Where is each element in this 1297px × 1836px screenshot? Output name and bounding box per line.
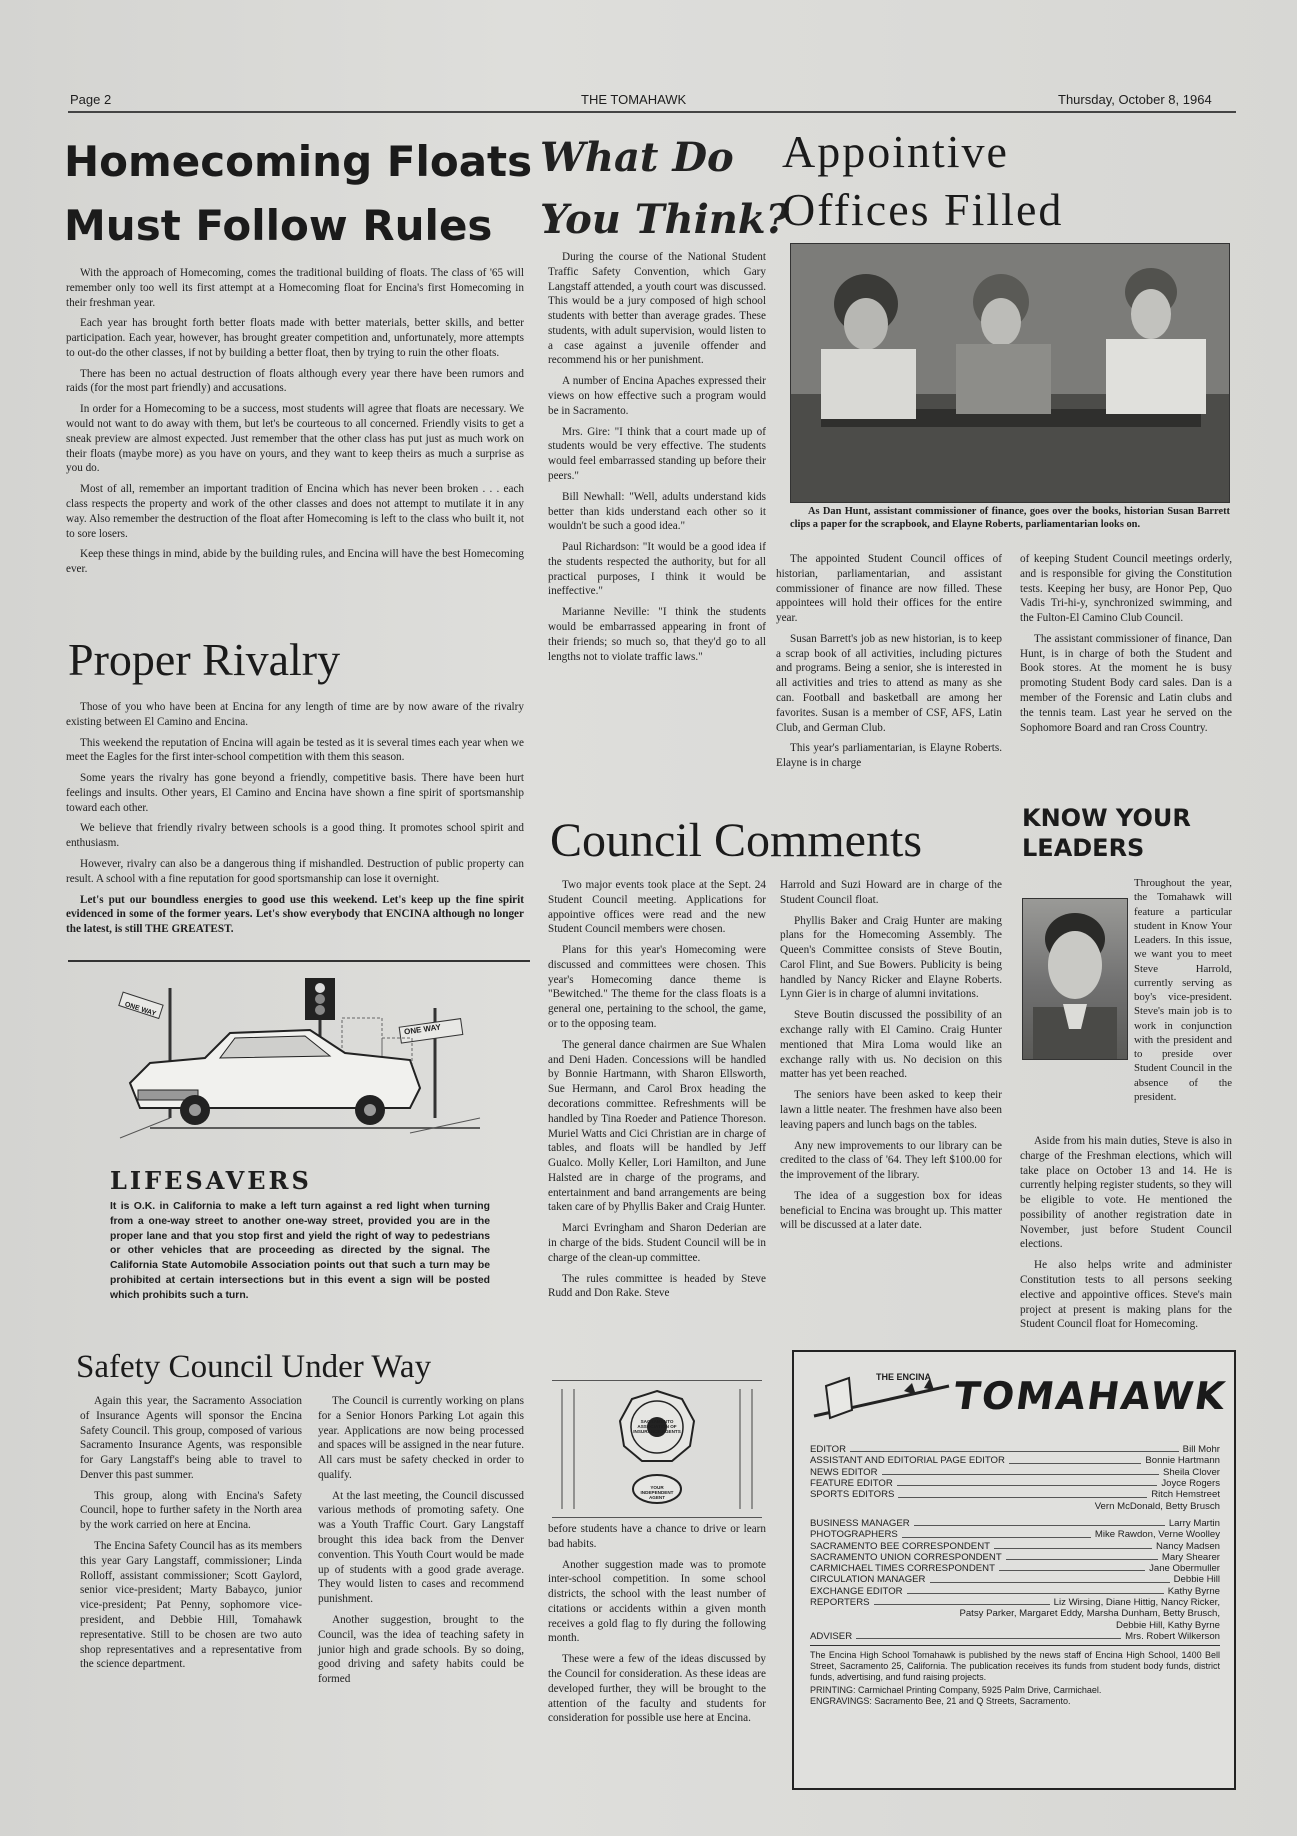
- safety-column-2: [318, 1394, 524, 1693]
- rivalry-paragraph: We believe that friendly rivalry between schools is a good thing. It promotes school spirit and enthusiasm.: [66, 822, 524, 850]
- staff-row: [810, 1541, 1220, 1552]
- one-way-sign-left: ONE WAY: [123, 1001, 157, 1018]
- floats-paragraph: In order for a Homecoming to be a success, most students will agree that floats are necessary. We would not want to do away with them, but let's be courteous to all concerned. Friendly visits to get a sneak preview are almost expected. Just remember that the other class has put just as much work on their floats (maybe more) as you have on yours, and they want to keep theirs as much a surprise as you do.: [66, 403, 524, 475]
- portrait-drawing: [1023, 899, 1127, 1059]
- leaders-intro: Throughout the year, the Tomahawk will feature a particular student in Know Your Leaders. In this issue, we want you to meet Steve Harrold, currently serving as boy's vice-president. Steve's main job is to work in conjunction with the president and to preside over Student Council in the absence of the president.: [1134, 877, 1232, 1103]
- floats-paragraph: With the approach of Homecoming, comes the traditional building of floats. The class of '65 will remember only too well its first attempt at a Homecoming float for Encina's first Homecoming in their freshman year.: [66, 267, 524, 309]
- staff-name: Debbie Hill: [1173, 1574, 1220, 1586]
- appointive-paragraph: The assistant commissioner of finance, Dan Hunt, is in charge of both the Student and Book stores. At the moment he is busy promoting Student Body card sales. Dan is a member of the Forensic and Latin clubs and the tennis team. Last year he served on the Sophomore Board and ran Cross Country.: [1020, 632, 1232, 734]
- council-paragraph: Plans for this year's Homecoming were discussed and committees were chosen. This year's Homecoming dance theme is "Bewitched." The theme for the class floats is a general one, pertaining to the school, the game, or to the opposing team.: [548, 944, 766, 1031]
- safety-paragraph: At the last meeting, the Council discussed various methods of promoting safety. One was a Youth Traffic Court. Gary Langstaff brought this idea back from the Denver convention. This Youth Court would be made up of students with a good grade average. They would listen to cases and recommend punishment.: [318, 1489, 524, 1606]
- staff-name: Sheila Clover: [1162, 1466, 1220, 1478]
- engraving-credit: ENGRAVINGS: Sacramento Bee, 21 and Q Streets, Sacramento.: [810, 1695, 1071, 1706]
- staff-role: BUSINESS MANAGER: [810, 1517, 910, 1529]
- floats-paragraph: Most of all, remember an important tradition of Encina which has never been broken . . . each class respects the property and work of the other classes and does not attempt to mutilate it in any way. Also remember the destruction of the float after Homecoming is left to the class who built it, not to sore losers.: [66, 483, 524, 540]
- appointive-paragraph: The appointed Student Council offices of historian, parliamentarian, and assistant commissioner of finance are now filled. These appointees will hold their offices for the entire year.: [776, 553, 1002, 625]
- council-paragraph: Phyllis Baker and Craig Hunter are making plans for the Homecoming Assembly. The Queen's Committee consists of Steve Boutin, Carol Flint, and Sue Bowers. Publicity is being handled by Nancy Ricker and Elayne Roberts. Lynn Gier is in charge of alumni invitations.: [780, 914, 1002, 1001]
- rivalry-article: [66, 700, 524, 943]
- wdyt-paragraph: A number of Encina Apaches expressed their views on how effective such a program would be in Sacramento.: [548, 375, 766, 417]
- wdyt-headline-line-1: What Do: [540, 134, 734, 181]
- leader-dots: [897, 1478, 1158, 1486]
- staff-role: ADVISER: [810, 1631, 853, 1642]
- staff-name: Bonnie Hartmann: [1145, 1455, 1220, 1467]
- staff-name: Mary Shearer: [1161, 1551, 1220, 1563]
- page-number: Page 2: [70, 92, 112, 107]
- leaders-headline-line-2: LEADERS: [1022, 834, 1145, 862]
- council-paragraph: Harrold and Suzi Howard are in charge of the Student Council float.: [780, 879, 1002, 906]
- staff-role: EDITOR: [810, 1444, 847, 1455]
- leaders-paragraph: Aside from his main duties, Steve is also in charge of the Freshman elections, which will take place on October 13 and 14. He is currently helping register students, so they will be eligible to vote. He mentioned the possibility of another registration date in November, just before Student Council elections.: [1020, 1135, 1232, 1251]
- council-paragraph: Two major events took place at the Sept. 24 Student Council meeting. Applications for appointive offices were read and the new Student Council members were chosen.: [548, 879, 766, 936]
- council-paragraph: Steve Boutin discussed the possibility of an exchange rally with El Camino. Craig Hunter mentioned that Mira Loma would like an exchange rally with us. No decision on this matter has yet been reached.: [780, 1009, 1002, 1081]
- staff-row: [810, 1574, 1220, 1585]
- staff-name: Mrs. Robert Wilkerson: [1125, 1631, 1220, 1642]
- lifesavers-title: LIFESAVERS: [110, 1166, 312, 1195]
- staff-name: Larry Martin: [1168, 1517, 1220, 1529]
- wdyt-article: [548, 250, 766, 670]
- staff-row: [810, 1552, 1220, 1563]
- appointive-paragraph: This year's parliamentarian, is Elayne Roberts. Elayne is in charge: [776, 742, 1002, 770]
- staff-name: Kathy Byrne: [1167, 1585, 1220, 1597]
- header-rule: [68, 111, 1236, 113]
- leader-dots: [907, 1586, 1164, 1594]
- appointive-column-1: [776, 552, 1002, 777]
- rivalry-paragraph: Let's put our boundless energies to good use this weekend. Let's keep up the fine spirit evidenced in some of the former years. Let's show everybody that ENCINA although no longer the latest, is still THE GREATEST.: [66, 893, 524, 936]
- logo-ring-text: SACRAMENTO ASSOCIATION OF INSURANCE AGENTS: [633, 1419, 681, 1435]
- leader-dots: [1006, 1552, 1158, 1560]
- leader-dots: [850, 1444, 1179, 1452]
- insurance-agents-logo: [552, 1380, 762, 1518]
- car-drawing: [110, 968, 490, 1143]
- appointive-headline-line-1: Appointive: [782, 126, 1009, 177]
- staff-role: ASSISTANT AND EDITORIAL PAGE EDITOR: [810, 1455, 1005, 1467]
- rivalry-paragraph: Those of you who have been at Encina for any length of time are by now aware of the rivalry existing between El Camino and Encina.: [66, 701, 524, 728]
- floats-paragraph: Keep these things in mind, abide by the building rules, and Encina will have the best Homecoming ever.: [66, 548, 524, 576]
- leaders-paragraph: He also helps write and administer Constitution tests to all persons seeking elective and appointive offices. Steve's main project at present is making plans for the Student Council float for Homecoming.: [1020, 1259, 1232, 1331]
- safety-paragraph: The Council is currently working on plans for a Senior Honors Parking Lot again this year. Applications are now being processed and spaces will be assigned in the near future. All cars must be safety checked in order to qualify.: [318, 1395, 524, 1481]
- staff-name: Nancy Madsen: [1156, 1540, 1220, 1552]
- masthead-the-encina: THE ENCINA: [876, 1372, 932, 1382]
- floats-headline-line-2: Must Follow Rules: [64, 201, 493, 250]
- safety-headline: Safety Council Under Way: [76, 1349, 432, 1385]
- staff-role: SPORTS EDITORS: [810, 1489, 895, 1501]
- wdyt-headline-line-2: You Think?: [540, 196, 790, 243]
- leader-dots: [898, 1489, 1147, 1497]
- floats-paragraph: Each year has brought forth better floats made with better materials, better skills, and better participation. Each year, however, has brought greater competition and, unfortunately, more attempts to out-do the other classes, if not by building a better float, then by trying to ruin the other floats.: [66, 317, 524, 359]
- floats-headline-line-1: Homecoming Floats: [64, 137, 533, 186]
- masthead-divider: [810, 1645, 1220, 1646]
- council-paragraph: The rules committee is headed by Steve Rudd and Don Rake. Steve: [548, 1272, 766, 1300]
- photo-caption: As Dan Hunt, assistant commissioner of finance, goes over the books, historian Susan Barrett clips a paper for the scrapbook, and Elayne Roberts, parliamentarian looks on.: [790, 506, 1230, 530]
- staff-role: CARMICHAEL TIMES CORRESPONDENT: [810, 1563, 995, 1575]
- council-column-2: [780, 878, 1002, 1239]
- staff-row: [810, 1586, 1220, 1597]
- council-paragraph: Another suggestion made was to promote inter-school competition. In some school districts, the school with the least number of citations or accidents within a given month receives a gold flag to fly during the following month.: [548, 1558, 766, 1645]
- council-paragraph: The seniors have been asked to keep their lawn a little neater. The freshmen have also been leaving papers and lunch bags on the tables.: [780, 1089, 1002, 1131]
- leader-dots: [856, 1631, 1121, 1639]
- reporters-continued: Patsy Parker, Margaret Eddy, Marsha Dunham, Betty Brusch, Debbie Hill, Kathy Byrne: [959, 1608, 1220, 1631]
- safety-paragraph: This group, along with Encina's Safety Council, hope to further safety in the North area by the work carried on here at Encina.: [80, 1489, 302, 1532]
- council-paragraph: The general dance chairmen are Sue Whalen and Deni Haden. Concessions will be handled by Bonnie Hartmann, with Sharon Ellsworth, Sue Hermann, and Carol Brox heading the decorations committee. Refreshments will be handled by Tina Roeder and Patience Thoreson. Muriel Watts and Cici Christian are in charge of tables, and floats will be handled by Jeff Gualco. Molly Keller, Lori Hamilton, and June Halsted are in charge of the programs, and entertainment and band arrangements are being taken care of by Phyllis Baker and Craig Hunter.: [548, 1038, 766, 1214]
- leader-dots: [882, 1467, 1159, 1475]
- staff-list: [810, 1444, 1220, 1706]
- council-column-1: [548, 878, 766, 1307]
- staff-role: PHOTOGRAPHERS: [810, 1529, 898, 1541]
- staff-row: [810, 1455, 1220, 1466]
- council-paragraph: The idea of a suggestion box for ideas beneficial to Encina was brought up. This matter will be discussed at a later date.: [780, 1189, 1002, 1232]
- staff-row-continued: Vern McDonald, Betty Brusch: [1094, 1500, 1220, 1512]
- wdyt-paragraph: During the course of the National Student Traffic Safety Convention, which Gary Langstaff attended, a youth court was discussed. This would be a jury composed of high school students with better than average grades. These students, with adult supervision, would listen to a case against a juvenile offender and recommend his or her punishment.: [548, 251, 766, 367]
- council-paragraph: Any new improvements to our library can be credited to the class of '64. They left $100.00 for the improvement of the library.: [780, 1139, 1002, 1182]
- leaders-headline-line-1: KNOW YOUR: [1022, 804, 1191, 832]
- car-illustration: [110, 968, 490, 1143]
- wdyt-paragraph: Marianne Neville: "I think the students would be embarrassed appearing in front of their friends; so much so, that they'd go to all lengths not to violate traffic laws.": [548, 606, 766, 663]
- logo-agent-text: YOUR INDEPENDENT AGENT: [640, 1485, 674, 1501]
- masthead-title: TOMAHAWK: [950, 1374, 1230, 1418]
- staff-row: [810, 1478, 1220, 1489]
- appointive-column-2: [1020, 552, 1232, 741]
- tomahawk-masthead: [792, 1350, 1236, 1790]
- staff-role: REPORTERS: [810, 1597, 870, 1609]
- staff-row: [810, 1597, 1220, 1608]
- staff-row: [810, 1467, 1220, 1478]
- staff-row: [810, 1631, 1220, 1642]
- leader-dots: [999, 1563, 1145, 1571]
- council-headline: Council Comments: [550, 814, 922, 867]
- wdyt-paragraph: Paul Richardson: "It would be a good idea if the students respected the authority, but for all practical purposes, I think it would be ineffective.": [548, 541, 766, 598]
- leader-dots: [914, 1518, 1165, 1526]
- photo-scene: [791, 244, 1229, 502]
- council-officers-photo: [790, 243, 1230, 503]
- leaders-article: [1020, 1134, 1232, 1338]
- leader-dots: [902, 1529, 1091, 1537]
- staff-row: [810, 1563, 1220, 1574]
- lifesavers-text: It is O.K. in California to make a left turn against a red light when turning from a one-way street to another one-way street, provided you are in the proper lane and that you stop first and yield the right of way to pedestrians or other vehicles that are proceeding as directed by the signal. The California State Automobile Association points out that such a turn may be prohibited at certain intersections but in this event a sign will be posted which prohibits such a turn.: [110, 1201, 490, 1301]
- staff-name: Bill Mohr: [1182, 1444, 1220, 1455]
- issue-date: Thursday, October 8, 1964: [1058, 92, 1212, 107]
- staff-role: NEWS EDITOR: [810, 1466, 878, 1478]
- section-divider: [68, 960, 530, 962]
- steve-harrold-portrait: [1022, 898, 1128, 1060]
- appointive-paragraph: of keeping Student Council meetings orderly, and is responsible for giving the Constitution tests. Keeping her busy, are Honor Pep, Quo Vadis Tri-hi-y, synchronized swimming, and the Fulton-El Camino Club Council.: [1020, 553, 1232, 625]
- paper-name: THE TOMAHAWK: [581, 92, 687, 107]
- wdyt-paragraph: Mrs. Gire: "I think that a court made up of students would be very effective. The students would feel embarrassed standing up before their peers.": [548, 425, 766, 482]
- staff-role: CIRCULATION MANAGER: [810, 1574, 926, 1586]
- appointive-headline-line-2: Offices Filled: [782, 184, 1064, 235]
- safety-column-1: [80, 1394, 302, 1678]
- appointive-paragraph: Susan Barrett's job as new historian, is to keep a scrap book of all activities, including pictures and programs. Being a senior, she is interested in all activities and tries to attend as many as she can. Football and basketball are among her favorites. Susan is a member of CSF, AFS, Latin Club, and German Club.: [776, 632, 1002, 734]
- council-paragraph: Marci Evringham and Sharon Dederian are in charge of the bids. Student Council will be in charge of the clean-up committee.: [548, 1222, 766, 1264]
- staff-name: Ritch Hemstreet: [1151, 1489, 1220, 1501]
- rivalry-paragraph: This weekend the reputation of Encina will again be tested as it is several times each year when we meet the Eagles for the first inter-school competition with them this season.: [66, 736, 524, 764]
- staff-name: Joyce Rogers: [1161, 1477, 1220, 1489]
- printing-credit: PRINTING: Carmichael Printing Company, 5925 Palm Drive, Carmichael.: [810, 1684, 1102, 1695]
- council-paragraph: before students have a chance to drive or learn bad habits.: [548, 1523, 766, 1550]
- staff-row: [810, 1518, 1220, 1529]
- staff-row: [810, 1444, 1220, 1455]
- council-paragraph: These were a few of the ideas discussed by the Council for consideration. As these ideas are developed further, they will be brought to the attention of the faculty and students for consideration for possible use here at Encina.: [548, 1653, 766, 1725]
- floats-article: [66, 266, 524, 583]
- staff-name: Mike Rawdon, Verne Woolley: [1094, 1529, 1220, 1541]
- rivalry-paragraph: Some years the rivalry has gone beyond a friendly, competitive basis. There have been hurt feelings and insults. Other years, El Camino and Encina have shown a fine spirit of sportsmanship toward each other.: [66, 772, 524, 814]
- staff-role: SACRAMENTO UNION CORRESPONDENT: [810, 1551, 1002, 1563]
- leader-dots: [994, 1541, 1152, 1549]
- safety-paragraph: Again this year, the Sacramento Association of Insurance Agents will sponsor the Encina Safety Council. This group, composed of various Sacramento Insurance Agents, was responsible for Gary Langstaff's being able to travel to Denver this past summer.: [80, 1395, 302, 1481]
- staff-role: FEATURE EDITOR: [810, 1477, 893, 1489]
- rivalry-paragraph: However, rivalry can also be a dangerous thing if mishandled. Destruction of public property can result. A school with a fine reputation for good sportsmanship can lose it overnight.: [66, 858, 524, 885]
- publication-note: The Encina High School Tomahawk is published by the news staff of Encina High School, 1400 Bell Street, Sacramento 25, California. The publication receives its funds from student body funds, district funds, advertising, and fund raising projects.: [810, 1650, 1220, 1682]
- staff-name: Jane Obermuller: [1149, 1563, 1220, 1575]
- floats-paragraph: There has been no actual destruction of floats although every year there have been rumors and raids (for the most part friendly) and accusations.: [66, 367, 524, 395]
- staff-name: Liz Wirsing, Diane Hittig, Nancy Ricker,: [1053, 1597, 1220, 1609]
- safety-paragraph: The Encina Safety Council has as its members this year Gary Langstaff, commissioner; Linda Rolloff, assistant commissioner; Scott Gaylord, senior vice-president; Marty Babayco, junior vice-president; Pat Penny, sophomore vice-president, and Debbie Hill, Tomahawk representative. Still to be chosen are two auto shop representatives and a representative from the science department.: [80, 1540, 302, 1671]
- rivalry-headline: Proper Rivalry: [68, 634, 341, 685]
- wdyt-paragraph: Bill Newhall: "Well, adults understand kids better than kids understand each other so it wouldn't be such a good idea.": [548, 490, 766, 533]
- staff-role: EXCHANGE EDITOR: [810, 1585, 903, 1597]
- leader-dots: [874, 1597, 1050, 1605]
- one-way-sign-right: ONE WAY: [403, 1022, 442, 1037]
- leader-dots: [1009, 1455, 1141, 1463]
- safety-paragraph: Another suggestion, brought to the Council, was the idea of teaching safety in junior high and grade schools. By so doing, good driving and safety habits could be formed: [318, 1613, 524, 1686]
- staff-role: SACRAMENTO BEE CORRESPONDENT: [810, 1540, 990, 1552]
- staff-row: [810, 1529, 1220, 1540]
- staff-row: [810, 1489, 1220, 1500]
- leader-dots: [930, 1574, 1170, 1582]
- council-column-1-continued: [548, 1522, 766, 1732]
